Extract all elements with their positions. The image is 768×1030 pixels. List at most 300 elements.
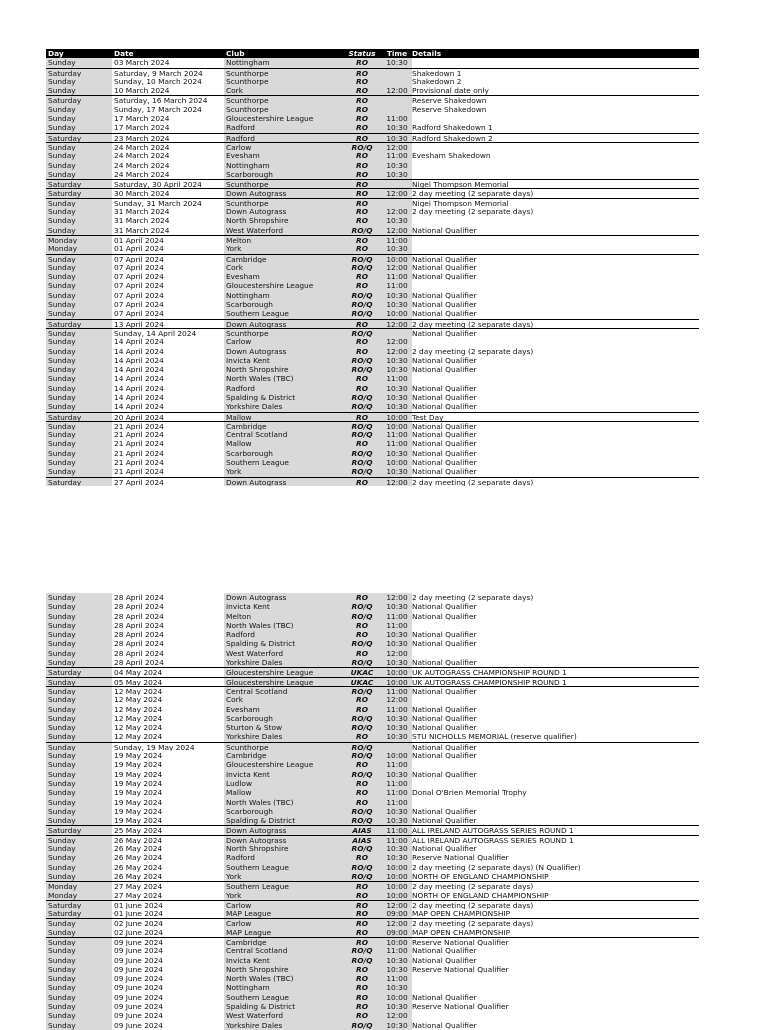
- time-cell: 11:00: [382, 374, 412, 383]
- table-row: [46, 714, 699, 723]
- club-cell: Sturton & Stow: [224, 723, 342, 732]
- date-cell: 14 April 2024: [112, 402, 224, 411]
- status-cell: RO/Q: [342, 946, 382, 955]
- status-cell: RO/Q: [342, 770, 382, 779]
- status-cell: RO: [342, 593, 382, 602]
- time-cell: 11:00: [382, 760, 412, 769]
- club-cell: Southern League: [224, 458, 342, 467]
- table-row: [46, 421, 699, 430]
- details-cell: National Qualifier: [412, 365, 652, 374]
- table-row: [46, 272, 699, 281]
- status-cell: RO/Q: [342, 393, 382, 402]
- date-cell: 26 May 2024: [112, 836, 224, 844]
- day-cell: Sunday: [46, 816, 112, 825]
- club-cell: West Waterford: [224, 226, 342, 235]
- table-row: [46, 621, 699, 630]
- table-row: [46, 779, 699, 788]
- day-cell: Monday: [46, 891, 112, 900]
- club-cell: Down Autograss: [224, 189, 342, 197]
- table-row: [46, 732, 699, 741]
- day-cell: Sunday: [46, 639, 112, 648]
- date-cell: Sunday, 19 May 2024: [112, 743, 224, 751]
- day-cell: Saturday: [46, 96, 112, 104]
- time-cell: 10:30: [382, 853, 412, 862]
- club-cell: Carlow: [224, 919, 342, 927]
- day-cell: Saturday: [46, 478, 112, 486]
- table-row: [46, 105, 699, 114]
- time-cell: [382, 77, 412, 86]
- table-row: [46, 179, 699, 188]
- table-row: [46, 844, 699, 853]
- time-cell: [382, 199, 412, 207]
- time-cell: 10:30: [382, 844, 412, 853]
- day-cell: Sunday: [46, 612, 112, 621]
- club-cell: Nottingham: [224, 58, 342, 67]
- club-cell: Nottingham: [224, 983, 342, 992]
- time-cell: 10:00: [382, 938, 412, 946]
- club-cell: Scunthorpe: [224, 743, 342, 751]
- details-cell: Provisional date only: [412, 86, 652, 95]
- status-cell: RO: [342, 272, 382, 281]
- time-cell: 10:30: [382, 467, 412, 476]
- time-cell: 10:30: [382, 244, 412, 253]
- date-cell: 28 April 2024: [112, 649, 224, 658]
- day-cell: Sunday: [46, 993, 112, 1002]
- day-cell: Sunday: [46, 919, 112, 927]
- details-cell: Reserve National Qualifier: [412, 938, 652, 946]
- time-cell: 11:00: [382, 687, 412, 695]
- club-cell: Down Autograss: [224, 207, 342, 216]
- time-cell: 10:30: [382, 58, 412, 67]
- table-row: [46, 133, 699, 142]
- details-cell: [412, 58, 652, 67]
- date-cell: 19 May 2024: [112, 798, 224, 807]
- details-cell: National Qualifier: [412, 384, 652, 393]
- day-cell: Sunday: [46, 695, 112, 704]
- table-row: [46, 114, 699, 123]
- club-cell: Gloucestershire League: [224, 668, 342, 676]
- details-cell: [412, 649, 652, 658]
- table-row: [46, 449, 699, 458]
- date-cell: 26 May 2024: [112, 872, 224, 881]
- time-cell: [382, 96, 412, 104]
- details-cell: National Qualifier: [412, 402, 652, 411]
- date-cell: 19 May 2024: [112, 788, 224, 797]
- details-cell: National Qualifier: [412, 430, 652, 439]
- date-cell: 27 April 2024: [112, 478, 224, 486]
- details-cell: National Qualifier: [412, 602, 652, 611]
- date-cell: Sunday, 14 April 2024: [112, 329, 224, 337]
- day-cell: Monday: [46, 882, 112, 890]
- date-cell: 07 April 2024: [112, 291, 224, 300]
- details-cell: National Qualifier: [412, 714, 652, 723]
- day-cell: Sunday: [46, 1021, 112, 1030]
- status-cell: RO: [342, 347, 382, 356]
- status-cell: RO/Q: [342, 263, 382, 272]
- status-cell: RO: [342, 909, 382, 918]
- table-row: [46, 170, 699, 179]
- status-cell: RO: [342, 58, 382, 67]
- table-row: [46, 900, 699, 909]
- table-row: [46, 281, 699, 290]
- day-cell: Sunday: [46, 86, 112, 95]
- time-cell: 10:00: [382, 309, 412, 318]
- date-cell: 21 April 2024: [112, 458, 224, 467]
- date-cell: 09 June 2024: [112, 1011, 224, 1020]
- club-cell: Yorkshire Dales: [224, 1021, 342, 1030]
- date-cell: 26 May 2024: [112, 863, 224, 872]
- date-cell: 24 March 2024: [112, 170, 224, 179]
- details-cell: [412, 337, 652, 346]
- time-cell: 10:00: [382, 863, 412, 872]
- time-cell: 10:30: [382, 161, 412, 170]
- status-cell: RO/Q: [342, 687, 382, 695]
- status-cell: RO/Q: [342, 816, 382, 825]
- status-cell: RO/Q: [342, 844, 382, 853]
- table-row: [46, 244, 699, 253]
- date-cell: 21 April 2024: [112, 422, 224, 430]
- table-row: [46, 788, 699, 797]
- details-cell: Nigel Thompson Memorial: [412, 180, 652, 188]
- status-cell: RO: [342, 207, 382, 216]
- details-cell: National Qualifier: [412, 612, 652, 621]
- details-cell: National Qualifier: [412, 751, 652, 760]
- time-cell: 11:00: [382, 114, 412, 123]
- status-cell: RO: [342, 161, 382, 170]
- time-cell: 10:30: [382, 393, 412, 402]
- date-cell: 21 April 2024: [112, 439, 224, 448]
- day-cell: Sunday: [46, 760, 112, 769]
- status-cell: RO/Q: [342, 956, 382, 965]
- table-row: [46, 58, 699, 67]
- status-cell: RO/Q: [342, 226, 382, 235]
- club-cell: Southern League: [224, 882, 342, 890]
- table-row: [46, 198, 699, 207]
- date-cell: 10 March 2024: [112, 86, 224, 95]
- time-cell: 10:00: [382, 882, 412, 890]
- details-cell: NORTH OF ENGLAND CHAMPIONSHIP: [412, 872, 652, 881]
- status-cell: RO: [342, 236, 382, 244]
- status-cell: RO: [342, 695, 382, 704]
- status-cell: RO: [342, 478, 382, 486]
- schedule-table-page-2: [46, 593, 699, 1030]
- club-cell: Radford: [224, 123, 342, 132]
- day-cell: Sunday: [46, 649, 112, 658]
- time-cell: 10:30: [382, 983, 412, 992]
- table-row: [46, 68, 699, 77]
- day-cell: Sunday: [46, 384, 112, 393]
- status-cell: RO/Q: [342, 743, 382, 751]
- time-cell: 11:00: [382, 612, 412, 621]
- details-cell: 2 day meeting (2 separate days): [412, 207, 652, 216]
- table-header: [46, 49, 699, 58]
- club-cell: Yorkshire Dales: [224, 402, 342, 411]
- club-cell: North Shropshire: [224, 216, 342, 225]
- status-cell: RO: [342, 779, 382, 788]
- table-row: [46, 956, 699, 965]
- details-cell: Reserve National Qualifier: [412, 1002, 652, 1011]
- time-cell: 10:00: [382, 255, 412, 263]
- schedule-table-page-1: [46, 49, 699, 486]
- status-cell: RO: [342, 649, 382, 658]
- day-cell: Sunday: [46, 946, 112, 955]
- club-cell: North Shropshire: [224, 844, 342, 853]
- time-cell: 11:00: [382, 236, 412, 244]
- club-cell: Invicta Kent: [224, 956, 342, 965]
- time-cell: 10:30: [382, 816, 412, 825]
- table-row: [46, 477, 699, 486]
- table-row: [46, 161, 699, 170]
- club-cell: Invicta Kent: [224, 602, 342, 611]
- header-status: Status: [348, 49, 376, 58]
- details-cell: Test Day: [412, 413, 652, 421]
- date-cell: 01 June 2024: [112, 909, 224, 918]
- club-cell: Mallow: [224, 439, 342, 448]
- club-cell: Gloucestershire League: [224, 114, 342, 123]
- time-cell: 12:00: [382, 320, 412, 328]
- time-cell: 10:30: [382, 639, 412, 648]
- time-cell: 12:00: [382, 919, 412, 927]
- date-cell: Sunday, 10 March 2024: [112, 77, 224, 86]
- details-cell: MAP OPEN CHAMPIONSHIP: [412, 909, 652, 918]
- club-cell: Spalding & District: [224, 816, 342, 825]
- club-cell: Carlow: [224, 143, 342, 151]
- status-cell: RO: [342, 96, 382, 104]
- date-cell: Sunday, 31 March 2024: [112, 199, 224, 207]
- status-cell: RO/Q: [342, 356, 382, 365]
- table-row: [46, 347, 699, 356]
- details-cell: NORTH OF ENGLAND CHAMPIONSHIP: [412, 891, 652, 900]
- status-cell: RO/Q: [342, 300, 382, 309]
- date-cell: 21 April 2024: [112, 430, 224, 439]
- status-cell: RO: [342, 189, 382, 197]
- day-cell: Sunday: [46, 449, 112, 458]
- date-cell: 14 April 2024: [112, 384, 224, 393]
- time-cell: 12:00: [382, 478, 412, 486]
- club-cell: Spalding & District: [224, 1002, 342, 1011]
- table-row: [46, 365, 699, 374]
- day-cell: Saturday: [46, 901, 112, 909]
- details-cell: 2 day meeting (2 separate days): [412, 901, 652, 909]
- day-cell: Sunday: [46, 114, 112, 123]
- status-cell: RO: [342, 788, 382, 797]
- status-cell: RO/Q: [342, 449, 382, 458]
- club-cell: Radford: [224, 134, 342, 142]
- status-cell: RO: [342, 705, 382, 714]
- date-cell: 07 April 2024: [112, 272, 224, 281]
- details-cell: National Qualifier: [412, 309, 652, 318]
- details-cell: [412, 983, 652, 992]
- status-cell: RO/Q: [342, 658, 382, 667]
- club-cell: Mallow: [224, 413, 342, 421]
- table-row: [46, 798, 699, 807]
- date-cell: 28 April 2024: [112, 612, 224, 621]
- details-cell: [412, 216, 652, 225]
- time-cell: 12:00: [382, 593, 412, 602]
- day-cell: Monday: [46, 244, 112, 253]
- details-cell: National Qualifier: [412, 449, 652, 458]
- details-cell: 2 day meeting (2 separate days): [412, 882, 652, 890]
- club-cell: Melton: [224, 612, 342, 621]
- club-cell: Mallow: [224, 788, 342, 797]
- club-cell: Evesham: [224, 151, 342, 160]
- status-cell: AIAS: [342, 826, 382, 834]
- time-cell: 11:00: [382, 946, 412, 955]
- date-cell: 31 March 2024: [112, 207, 224, 216]
- date-cell: 02 June 2024: [112, 919, 224, 927]
- club-cell: North Wales (TBC): [224, 621, 342, 630]
- club-cell: Invicta Kent: [224, 770, 342, 779]
- details-cell: Nigel Thompson Memorial: [412, 199, 652, 207]
- status-cell: RO: [342, 114, 382, 123]
- table-row: [46, 254, 699, 263]
- date-cell: 09 June 2024: [112, 1021, 224, 1030]
- club-cell: Southern League: [224, 993, 342, 1002]
- details-cell: National Qualifier: [412, 458, 652, 467]
- time-cell: 11:00: [382, 788, 412, 797]
- time-cell: 12:00: [382, 207, 412, 216]
- time-cell: 12:00: [382, 347, 412, 356]
- day-cell: Sunday: [46, 743, 112, 751]
- table-row: [46, 742, 699, 751]
- status-cell: RO/Q: [342, 723, 382, 732]
- date-cell: 01 April 2024: [112, 236, 224, 244]
- header-details: Details: [412, 49, 442, 58]
- day-cell: Saturday: [46, 180, 112, 188]
- day-cell: Monday: [46, 236, 112, 244]
- time-cell: 11:00: [382, 779, 412, 788]
- time-cell: 10:30: [382, 402, 412, 411]
- day-cell: Sunday: [46, 393, 112, 402]
- details-cell: Reserve National Qualifier: [412, 965, 652, 974]
- status-cell: RO/Q: [342, 612, 382, 621]
- club-cell: Cork: [224, 695, 342, 704]
- details-cell: Evesham Shakedown: [412, 151, 652, 160]
- club-cell: Cork: [224, 263, 342, 272]
- details-cell: 2 day meeting (2 separate days): [412, 593, 652, 602]
- status-cell: RO: [342, 281, 382, 290]
- status-cell: RO: [342, 965, 382, 974]
- details-cell: [412, 161, 652, 170]
- club-cell: Cambridge: [224, 938, 342, 946]
- table-row: [46, 328, 699, 337]
- details-cell: 2 day meeting (2 separate days): [412, 478, 652, 486]
- status-cell: RO: [342, 384, 382, 393]
- table-row: [46, 216, 699, 225]
- time-cell: 10:30: [382, 134, 412, 142]
- club-cell: Scarborough: [224, 449, 342, 458]
- day-cell: Sunday: [46, 161, 112, 170]
- day-cell: Sunday: [46, 788, 112, 797]
- table-row: [46, 374, 699, 383]
- time-cell: 11:00: [382, 705, 412, 714]
- date-cell: 14 April 2024: [112, 337, 224, 346]
- date-cell: 19 May 2024: [112, 779, 224, 788]
- details-cell: Shakedown 2: [412, 77, 652, 86]
- club-cell: Scunthorpe: [224, 180, 342, 188]
- date-cell: Saturday, 30 April 2024: [112, 180, 224, 188]
- club-cell: Carlow: [224, 337, 342, 346]
- details-cell: [412, 374, 652, 383]
- status-cell: RO/Q: [342, 365, 382, 374]
- time-cell: 10:30: [382, 658, 412, 667]
- status-cell: RO: [342, 891, 382, 900]
- day-cell: Sunday: [46, 263, 112, 272]
- time-cell: 10:30: [382, 807, 412, 816]
- table-row: [46, 86, 699, 95]
- day-cell: Sunday: [46, 956, 112, 965]
- time-cell: [382, 180, 412, 188]
- table-row: [46, 1002, 699, 1011]
- table-row: [46, 825, 699, 834]
- details-cell: National Qualifier: [412, 844, 652, 853]
- time-cell: 12:00: [382, 649, 412, 658]
- table-row: [46, 639, 699, 648]
- table-row: [46, 993, 699, 1002]
- date-cell: 21 April 2024: [112, 467, 224, 476]
- table-row: [46, 1011, 699, 1020]
- table-row: [46, 291, 699, 300]
- date-cell: 07 April 2024: [112, 255, 224, 263]
- time-cell: 10:30: [382, 170, 412, 179]
- day-cell: Sunday: [46, 687, 112, 695]
- day-cell: Sunday: [46, 430, 112, 439]
- date-cell: 07 April 2024: [112, 281, 224, 290]
- status-cell: RO: [342, 798, 382, 807]
- table-row: [46, 412, 699, 421]
- date-cell: 01 June 2024: [112, 901, 224, 909]
- date-cell: 01 April 2024: [112, 244, 224, 253]
- date-cell: 09 June 2024: [112, 965, 224, 974]
- time-cell: 12:00: [382, 1011, 412, 1020]
- details-cell: National Qualifier: [412, 329, 652, 337]
- day-cell: Sunday: [46, 732, 112, 741]
- status-cell: RO/Q: [342, 422, 382, 430]
- time-cell: 11:00: [382, 439, 412, 448]
- time-cell: 12:00: [382, 86, 412, 95]
- status-cell: RO: [342, 337, 382, 346]
- day-cell: Sunday: [46, 216, 112, 225]
- details-cell: National Qualifier: [412, 300, 652, 309]
- details-cell: [412, 143, 652, 151]
- time-cell: 10:30: [382, 356, 412, 365]
- day-cell: Sunday: [46, 1011, 112, 1020]
- header-time: Time: [386, 49, 408, 58]
- day-cell: Sunday: [46, 705, 112, 714]
- date-cell: 09 June 2024: [112, 993, 224, 1002]
- date-cell: 28 April 2024: [112, 621, 224, 630]
- details-cell: National Qualifier: [412, 687, 652, 695]
- details-cell: Radford Shakedown 2: [412, 134, 652, 142]
- time-cell: 10:00: [382, 872, 412, 881]
- club-cell: MAP League: [224, 928, 342, 937]
- club-cell: North Wales (TBC): [224, 798, 342, 807]
- table-row: [46, 974, 699, 983]
- status-cell: RO: [342, 919, 382, 927]
- table-row: [46, 467, 699, 476]
- date-cell: Sunday, 17 March 2024: [112, 105, 224, 114]
- day-cell: Sunday: [46, 458, 112, 467]
- time-cell: 10:00: [382, 891, 412, 900]
- club-cell: Melton: [224, 236, 342, 244]
- header-date: Date: [114, 49, 134, 58]
- club-cell: Down Autograss: [224, 593, 342, 602]
- time-cell: 10:30: [382, 732, 412, 741]
- time-cell: 12:00: [382, 901, 412, 909]
- date-cell: 12 May 2024: [112, 723, 224, 732]
- date-cell: 02 June 2024: [112, 928, 224, 937]
- details-cell: National Qualifier: [412, 226, 652, 235]
